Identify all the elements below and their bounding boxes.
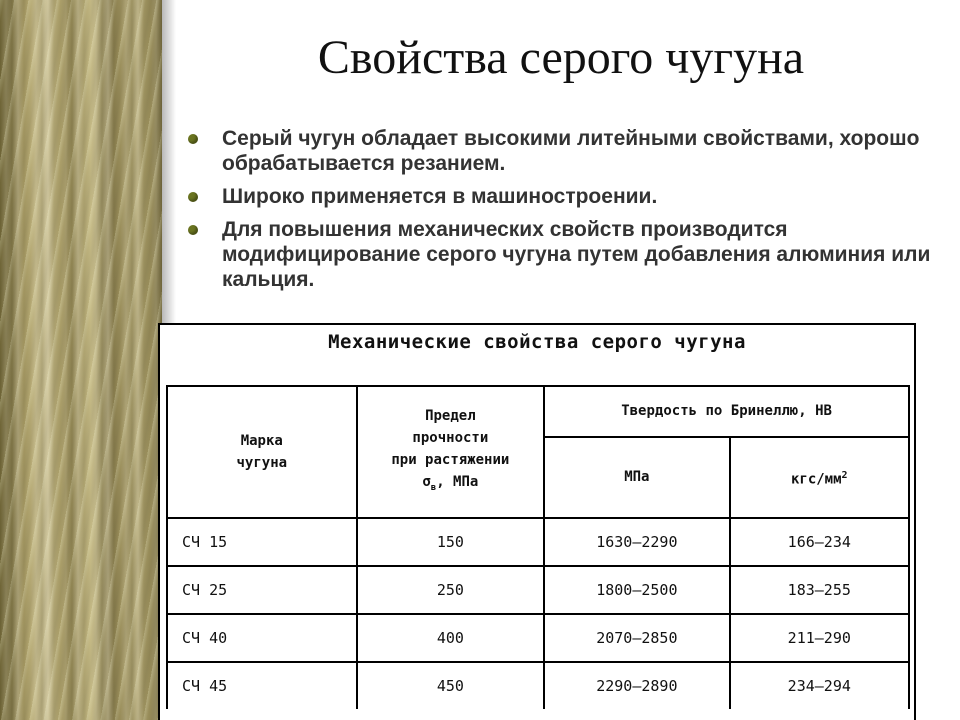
sigma-symbol: σ [422, 474, 431, 491]
bullet-dot-icon [188, 134, 198, 144]
cell-hb-mpa: 1800–2500 [544, 566, 729, 614]
cell-hb-mpa: 2290–2890 [544, 662, 729, 709]
table-row [167, 662, 909, 709]
header-strength-line: прочности [412, 430, 489, 447]
properties-table [158, 323, 916, 720]
cell-hb-kgf: 234–294 [730, 662, 909, 709]
header-strength-line: при растяжении [391, 452, 510, 469]
slide-title: Свойства серого чугуна [317, 31, 805, 84]
cell-strength: 250 [357, 566, 545, 614]
header-strength [357, 386, 545, 518]
cell-grade: СЧ 15 [167, 518, 357, 566]
cell-strength: 400 [357, 614, 545, 662]
cell-grade: СЧ 45 [167, 662, 357, 709]
properties-grid [166, 385, 910, 709]
header-grade-text: Марка чугуна [236, 433, 288, 471]
table-title: Механические свойства серого чугуна [328, 331, 746, 353]
cell-grade: СЧ 40 [167, 614, 357, 662]
sigma-subscript: в [430, 482, 437, 493]
bullet-text: Широко применяется в машиностроении. [222, 185, 658, 208]
cell-strength: 450 [357, 662, 545, 709]
cell-hb-kgf: 183–255 [730, 566, 909, 614]
bullet-item [188, 184, 948, 209]
header-strength-line [358, 471, 544, 499]
bullet-text: Для повышения механических свойств производится модифицирование серого чугуна путем добавления алюминия или кальция. [222, 218, 931, 291]
cell-hb-kgf: 166–234 [730, 518, 909, 566]
bullet-dot-icon [188, 225, 198, 235]
cell-hb-mpa: 1630–2290 [544, 518, 729, 566]
header-grade [167, 386, 357, 518]
cell-strength: 150 [357, 518, 545, 566]
header-kgf-text: кгс/мм [790, 471, 842, 488]
cell-hb-mpa: 2070–2850 [544, 614, 729, 662]
bullet-item [188, 126, 948, 176]
decorative-side-panel [0, 0, 162, 720]
bullet-dot-icon [188, 192, 198, 202]
header-kgf-sup: 2 [841, 469, 848, 481]
header-hardness-mpa: МПа [544, 437, 729, 518]
bullet-text: Серый чугун обладает высокими литейными свойствами, хорошо обрабатывается резанием. [222, 127, 920, 175]
cell-hb-kgf: 211–290 [730, 614, 909, 662]
header-hardness: Твердость по Бринеллю, НВ [544, 386, 909, 437]
strength-unit: , МПа [436, 474, 479, 491]
table-row [167, 566, 909, 614]
table-row [167, 614, 909, 662]
table-row [167, 518, 909, 566]
header-strength-line: Предел [425, 408, 476, 425]
header-hardness-kgf [730, 437, 909, 518]
bullet-list [188, 126, 948, 300]
cell-grade: СЧ 25 [167, 566, 357, 614]
bullet-item [188, 217, 948, 292]
